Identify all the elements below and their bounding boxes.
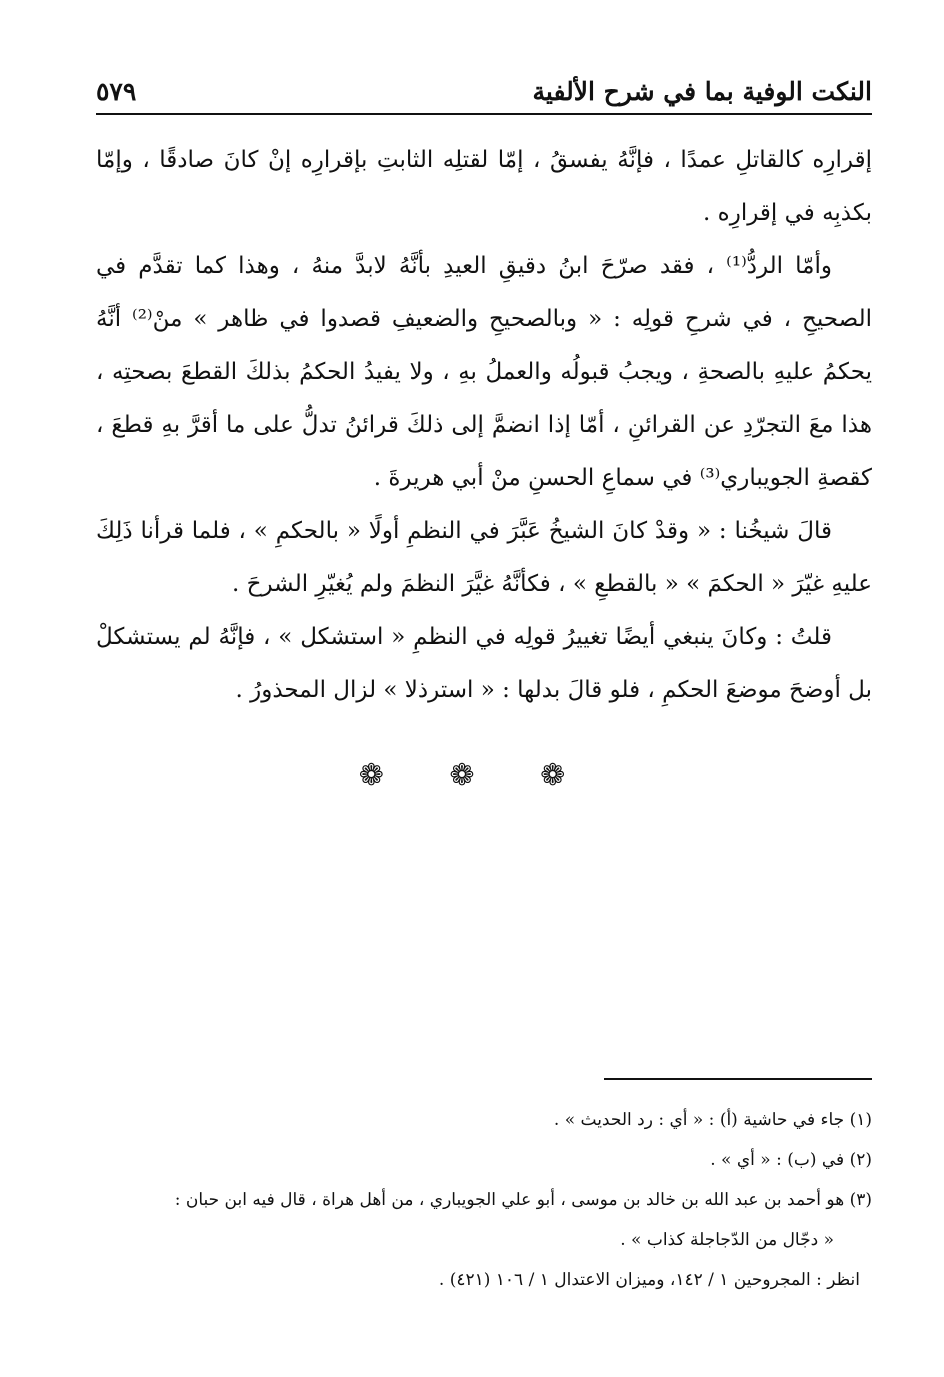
ornament-icon: ❁	[449, 758, 495, 793]
paragraph-4: قلتُ : وكانَ ينبغي أيضًا تغييرُ قولِه في النظمِ « استشكل » ، فإنَّهُ لم يستشكلْ بل أوضحَ موضعَ الحكمِ ، فلو قالَ بدلها : « استرذلا » لزال المحذورُ .	[96, 624, 872, 703]
running-title: النكت الوفية بما في شرح الألفية	[532, 77, 872, 106]
paragraph-1: إقرارِه كالقاتلِ عمدًا ، فإنَّهُ يفسقُ ، إمّا لقتلِه الثابتِ بإقرارِه إنْ كانَ صادقًا ، وإمّا بكذبِه في إقرارِه .	[96, 147, 872, 226]
ornament-icon: ❁	[540, 758, 586, 793]
footnote-3: (٣) هو أحمد بن عبد الله بن خالد بن موسى ، أبو علي الجويباري ، من أهل هراة ، قال فيه ابن حبان :	[174, 1190, 872, 1210]
header-rule	[96, 113, 872, 115]
footnote-3-quote: « دجّال من الدّجاجلة كذاب » .	[620, 1230, 834, 1250]
paragraph-3: قالَ شيخُنا : « وقدْ كانَ الشيخُ عَبَّرَ في النظمِ أولًا « بالحكمِ » ، فلما قرأنا ذَلِكَ عليهِ غيّرَ « الحكمَ » « بالقطعِ » ، فكأنَّهُ غيَّرَ النظمَ ولم يُغيّرِ الشرحَ .	[96, 518, 872, 597]
section-ornaments	[0, 758, 944, 793]
footnote-1: (١) جاء في حاشية (أ) : « أي : رد الحديث » .	[553, 1110, 872, 1130]
ornament-icon: ❁	[358, 758, 404, 793]
page-number: ٥٧٩	[96, 77, 137, 106]
main-text	[96, 134, 872, 717]
footnote-2: (٢) في (ب) : « أي » .	[710, 1150, 872, 1170]
paragraph-2: وأمّا الردُّ⁽¹⁾ ، فقد صرّحَ ابنُ دقيقِ العيدِ بأنَّهُ لابدَّ منهُ ، وهذا كما تقدَّم في الصحيحِ ، في شرحِ قولِه : « وبالصحيحِ والضعيفِ قصدوا في ظاهر » منْ⁽²⁾ أنَّهُ يحكمُ عليهِ بالصحةِ ، ويجبُ قبولُه والعملُ بهِ ، ولا يفيدُ الحكمُ بذلكَ القطعَ بصحتِه ، هذا معَ التجرّدِ عن القرائنِ ، أمّا إذا انضمَّ إلى ذلكَ قرائنُ تدلُّ على ما أقرَّ بهِ قطعَ ، كقصةِ الجويباري⁽³⁾ في سماعِ الحسنِ منْ أبي هريرةَ .	[96, 253, 872, 491]
page-header	[96, 62, 872, 106]
footnote-3-reference: انظر : المجروحين ١ / ١٤٢، وميزان الاعتدال ١ / ١٠٦ (٤٢١) .	[438, 1270, 860, 1290]
footnotes	[96, 1100, 872, 1300]
footnote-rule	[604, 1078, 872, 1080]
